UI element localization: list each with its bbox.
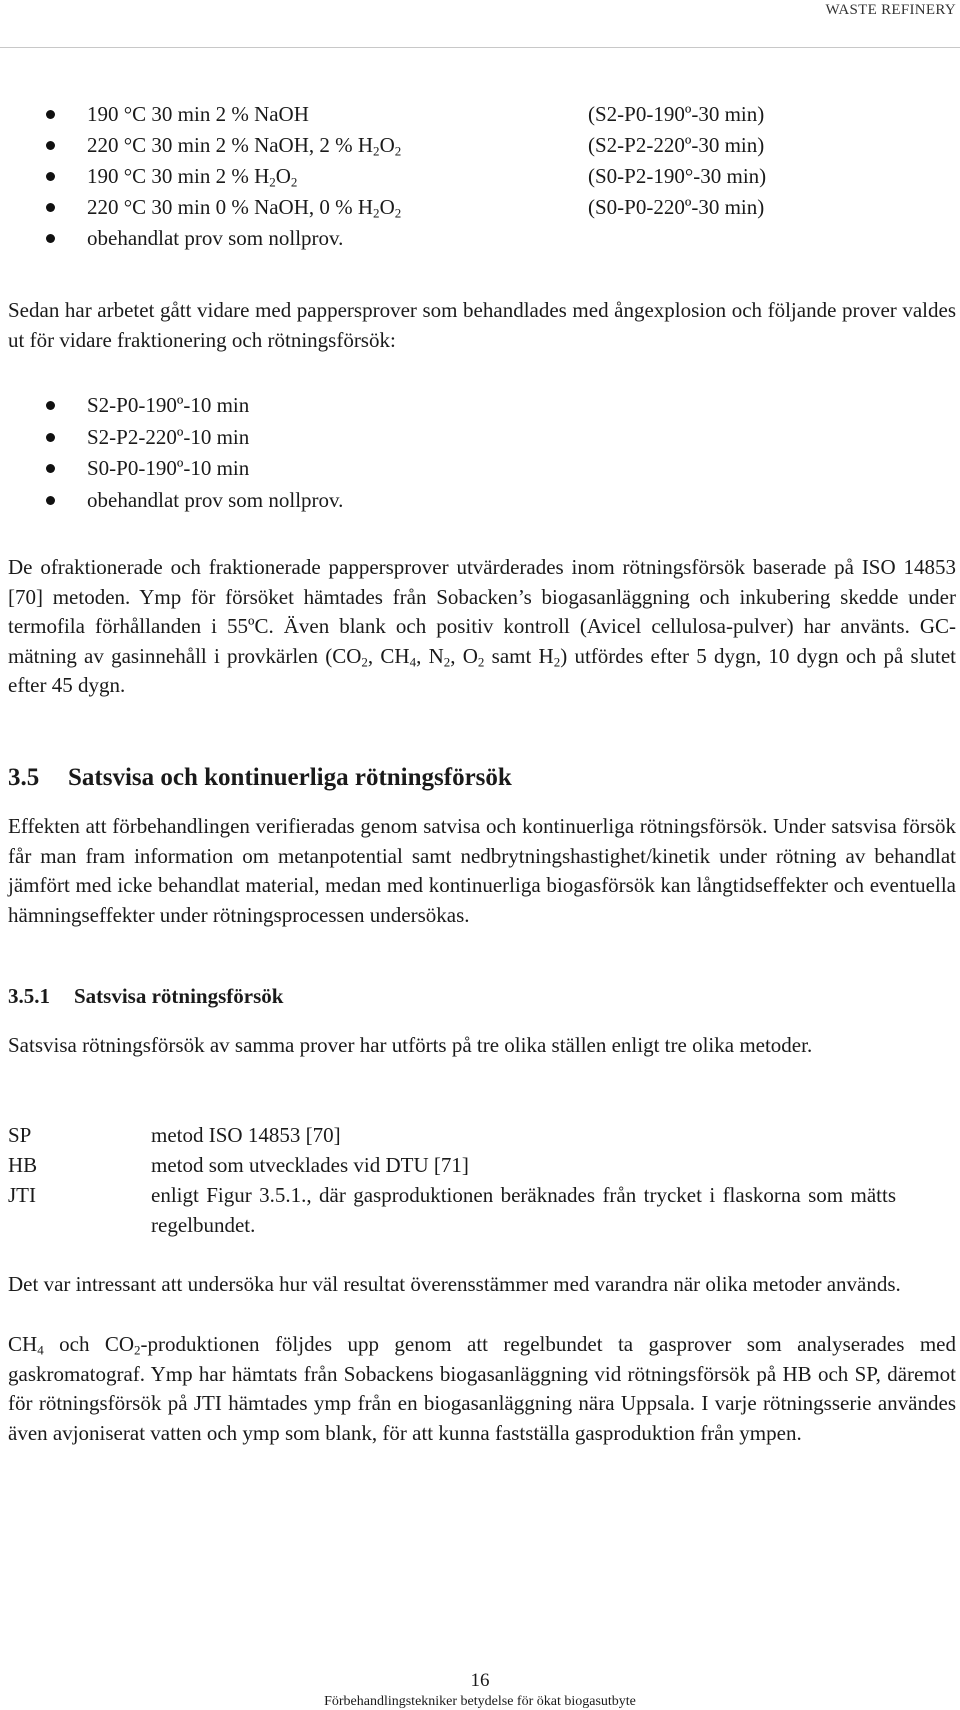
bullet-icon — [46, 401, 55, 410]
method-term: HB — [8, 1153, 38, 1177]
treatment-condition: 220 °C 30 min 0 % NaOH, 0 % $H_2O_2$ — [87, 195, 402, 221]
list-item — [8, 422, 956, 454]
section-heading: 3.5 Satsvisa och kontinuerliga rötningsförsök — [8, 764, 512, 791]
list-item — [8, 223, 956, 254]
sample-code: S0-P0-190º-10 min — [87, 456, 250, 480]
bullet-icon — [46, 203, 55, 212]
treatment-condition: obehandlat prov som nollprov. — [87, 226, 344, 250]
running-footer: Förbehandlingstekniker betydelse för ökat biogasutbyte — [324, 1694, 636, 1709]
bullet-icon — [46, 433, 55, 442]
bullet-icon — [46, 141, 55, 150]
list-item — [8, 192, 956, 223]
list-item — [8, 485, 956, 517]
treatment-condition: 220 °C 30 min 2 % NaOH, 2 % $H_2O_2$ — [87, 133, 402, 159]
running-header: WASTE REFINERY — [825, 2, 956, 18]
method-row — [8, 1150, 956, 1180]
header-divider — [0, 47, 960, 48]
method-term: SP — [8, 1123, 32, 1147]
list-item — [8, 130, 956, 161]
method-row — [8, 1120, 956, 1150]
treatment-list — [8, 99, 956, 254]
paragraph-method: De ofraktionerade och fraktionerade pappersprover utvärderades inom rötningsförsök baserade på ISO 14853 [70] metoden. Ymp för försöket hämtades från Sobacken’s biogasanläggning och inkubering skedde under termofila förhållanden i 55ºC. Även blank och positiv kontroll (Avicel cellulosa-pulver) har använts. GC-mätning av gasinnehåll i provkärlen ($CO_2$, $CH_4$, $N_2$, $O_2$ samt $H_2$) utfördes efter 5 dygn, 10 dygn och på slutet efter 45 dygn. — [8, 555, 956, 697]
subsection-heading: 3.5.1 Satsvisa rötningsförsök — [8, 984, 284, 1008]
paragraph-effects: Effekten att förbehandlingen verifieradas genom satvisa och kontinuerliga rötningsförsök. Under satsvisa försök får man fram information om metanpotential samt nedbrytningshastighet/kinetik under rötning av behandlat jämfört med icke behandlat material, medan med kontinuerliga biogasförsök kan långtidseffekter och eventuella hämningseffekter under rötningsprocessen undersökas. — [8, 814, 956, 927]
bullet-icon — [46, 172, 55, 181]
list-item — [8, 390, 956, 422]
sample-code: S2-P0-190º-10 min — [87, 393, 250, 417]
list-item — [8, 161, 956, 192]
sample-code: obehandlat prov som nollprov. — [87, 487, 344, 512]
sample-code: S2-P2-220º-10 min — [87, 424, 250, 449]
sample-list — [8, 390, 956, 516]
method-description: metod ISO 14853 [70] — [151, 1123, 341, 1147]
page-number: 16 — [470, 1670, 490, 1691]
method-row — [8, 1180, 956, 1240]
paragraph-comparison: Det var intressant att undersöka hur väl resultat överensstämmer med varandra när olika metoder används. — [8, 1272, 901, 1296]
treatment-code: (S2-P0-190º-30 min) — [588, 102, 765, 126]
treatment-code: (S0-P0-220º-30 min) — [588, 195, 765, 219]
bullet-icon — [46, 496, 55, 505]
treatment-condition: 190 °C 30 min 2 % $H_2O_2$ — [87, 164, 298, 190]
paragraph-batch: Satsvisa rötningsförsök av samma prover har utförts på tre olika ställen enligt tre olika metoder. — [8, 1033, 813, 1057]
method-term: JTI — [8, 1183, 36, 1207]
list-item — [8, 99, 956, 130]
paragraph-gas-analysis: $CH_4$ och $CO_2$-produktionen följdes upp genom att regelbundet ta gasprover som analyserades med gaskromatograf. Ymp har hämtats från Sobackens biogasanläggning vid rötningsförsök på HB och SP, däremot för rötningsförsök på JTI hämtades ymp från en biogasanläggning nära Uppsala. I varje rötningsserie användes även avjoniserat vatten och ymp som blank, för att kunna fastställa gasproduktion från ympen. — [8, 1332, 956, 1445]
treatment-code: (S2-P2-220º-30 min) — [588, 133, 765, 157]
bullet-icon — [46, 234, 55, 243]
bullet-icon — [46, 464, 55, 473]
list-item — [8, 453, 956, 485]
paragraph-intro: Sedan har arbetet gått vidare med pappersprover som behandlades med ångexplosion och följande prover valdes ut för vidare fraktionering och rötningsförsök: — [8, 298, 956, 352]
method-list — [8, 1120, 956, 1240]
method-description: enligt Figur 3.5.1., där gasproduktionen beräknades från trycket i flaskorna som mätts regelbundet. — [151, 1183, 896, 1237]
treatment-condition: 190 °C 30 min 2 % NaOH — [87, 102, 309, 126]
bullet-icon — [46, 110, 55, 119]
treatment-code: (S0-P2-190°-30 min) — [588, 164, 767, 188]
method-description: metod som utvecklades vid DTU [71] — [151, 1153, 469, 1177]
